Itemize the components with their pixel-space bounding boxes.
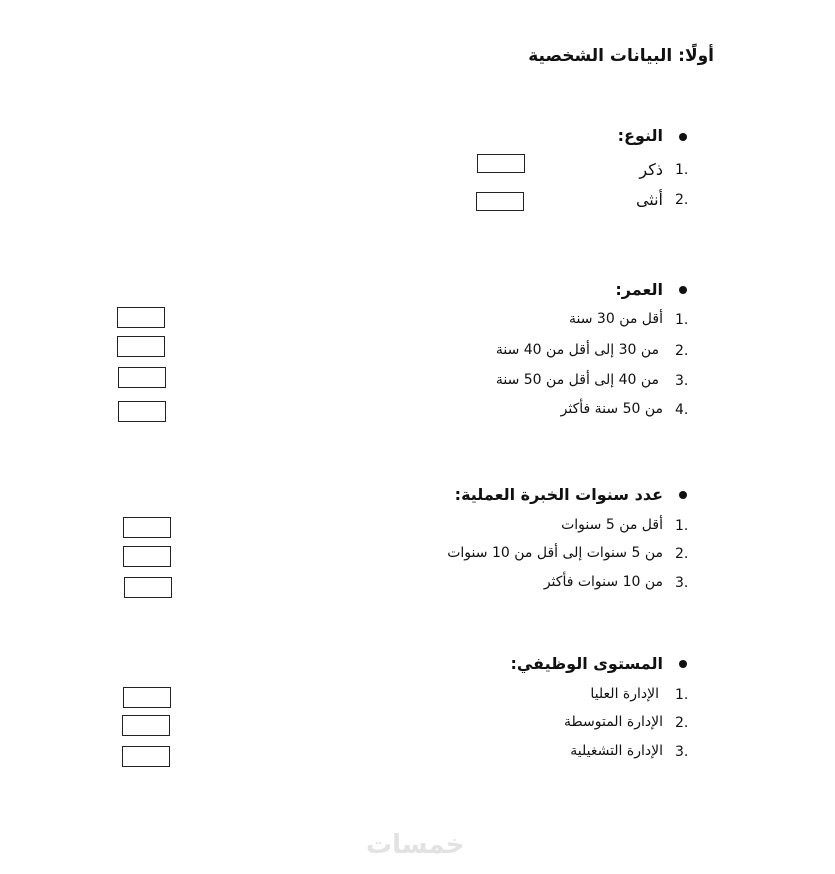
option-number: 3. [675,373,689,389]
option-number: 2. [675,546,689,562]
heading-gender: النوع: [617,126,663,145]
bullet-experience [679,491,687,499]
page-title: أولًا: البيانات الشخصية [528,46,714,66]
option-number: 1. [675,518,689,534]
option-number: 1. [675,687,689,703]
checkbox-top-management[interactable] [123,687,171,708]
option-label-age-under-30: أقل من 30 سنة [569,311,663,327]
option-number: 2. [675,343,689,359]
heading-experience: عدد سنوات الخبرة العملية: [454,485,663,504]
checkbox-age-50-plus[interactable] [118,401,166,422]
bullet-job-level [679,660,687,668]
option-label-exp-10-plus: من 10 سنوات فأكثر [543,574,663,590]
option-number: 2. [675,192,689,208]
checkbox-age-under-30[interactable] [117,307,165,328]
option-label-age-30-40: من 30 إلى أقل من 40 سنة [495,342,659,358]
checkbox-exp-under-5[interactable] [123,517,171,538]
option-label-age-40-50: من 40 إلى أقل من 50 سنة [495,372,659,388]
checkbox-exp-5-10[interactable] [123,546,171,567]
checkbox-age-40-50[interactable] [118,367,166,388]
option-label-female: أنثى [635,190,663,209]
heading-job-level: المستوى الوظيفي: [510,654,663,673]
heading-age: العمر: [615,280,663,299]
bullet-gender [679,133,687,141]
option-number: 1. [675,162,689,178]
option-number: 3. [675,744,689,760]
option-number: 2. [675,715,689,731]
bullet-age [679,286,687,294]
checkbox-exp-10-plus[interactable] [124,577,172,598]
option-label-male: ذكر [639,160,663,179]
option-number: 1. [675,312,689,328]
option-label-top-management: الإدارة العليا [590,686,659,702]
option-label-middle-management: الإدارة المتوسطة [564,714,663,730]
option-number: 3. [675,575,689,591]
checkbox-middle-management[interactable] [122,715,170,736]
option-number: 4. [675,402,689,418]
option-label-operational-management: الإدارة التشغيلية [570,743,663,759]
option-label-exp-under-5: أقل من 5 سنوات [561,517,663,533]
checkbox-female[interactable] [476,192,524,211]
option-label-exp-5-10: من 5 سنوات إلى أقل من 10 سنوات [447,545,663,561]
checkbox-age-30-40[interactable] [117,336,165,357]
checkbox-male[interactable] [477,154,525,173]
checkbox-operational-management[interactable] [122,746,170,767]
watermark-logo: خمسات [366,830,465,860]
option-label-age-50-plus: من 50 سنة فأكثر [560,401,663,417]
